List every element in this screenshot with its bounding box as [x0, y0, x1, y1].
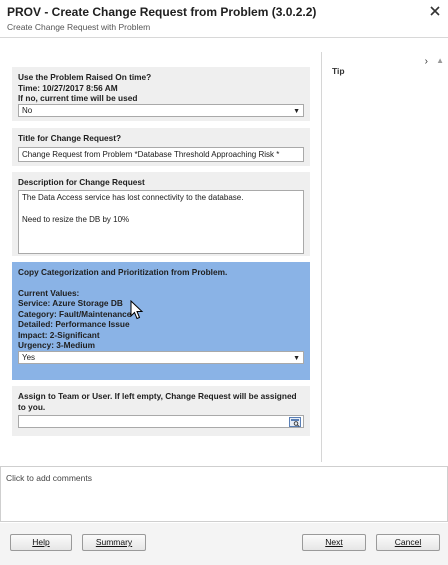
scroll-up-icon[interactable]: ▲ — [436, 56, 444, 65]
use-raised-time-select[interactable] — [18, 104, 304, 117]
summary-button[interactable]: Summary — [82, 534, 146, 551]
description-field-label: Description for Change Request — [18, 177, 145, 187]
urgency-value: Urgency: 3-Medium — [18, 340, 95, 350]
lookup-icon[interactable] — [289, 417, 301, 427]
title-bar — [0, 0, 448, 38]
dialog-title: PROV - Create Change Request from Problem (3.0.2.2) — [7, 5, 317, 19]
description-textarea[interactable] — [18, 190, 304, 254]
assign-lookup-input[interactable] — [18, 415, 304, 428]
title-section — [12, 128, 310, 166]
assign-label-line1: Assign to Team or User. If left empty, Change Request will be assigned — [18, 391, 297, 401]
comments-textarea[interactable]: Click to add comments — [0, 466, 448, 522]
description-section — [12, 172, 310, 256]
chevron-down-icon: ▼ — [293, 354, 300, 362]
title-input[interactable]: Change Request from Problem *Database Threshold Approaching Risk * — [18, 147, 304, 162]
time-value-label: Time: 10/27/2017 8:56 AM — [18, 82, 118, 93]
use-raised-time-value: No — [22, 105, 33, 115]
categorization-section — [12, 262, 310, 380]
assign-label-line2: to you. — [18, 401, 46, 412]
time-hint-label: If no, current time will be used — [18, 93, 138, 103]
footer-bar — [0, 523, 448, 565]
collapse-tip-icon[interactable]: › — [424, 56, 428, 67]
next-button[interactable]: Next — [302, 534, 366, 551]
impact-value: Impact: 2-Significant — [18, 329, 100, 340]
tip-label: Tip — [332, 66, 345, 76]
close-icon[interactable] — [428, 4, 442, 18]
detailed-value: Detailed: Performance Issue — [18, 319, 130, 329]
copy-categorization-select[interactable] — [18, 351, 304, 364]
assign-section — [12, 386, 310, 436]
current-values-label: Current Values: — [18, 287, 80, 298]
description-line: Need to resize the DB by 10% — [22, 214, 130, 224]
time-question-label: Use the Problem Raised On time? — [18, 72, 152, 82]
title-field-label: Title for Change Request? — [18, 133, 122, 143]
copy-categorization-value: Yes — [22, 352, 36, 362]
time-section — [12, 67, 310, 121]
categorization-label: Copy Categorization and Prioritization from Problem. — [18, 267, 228, 277]
dialog-subtitle: Create Change Request with Problem — [7, 22, 151, 32]
cancel-button[interactable]: Cancel — [376, 534, 440, 551]
tip-pane — [323, 52, 448, 462]
form-pane — [0, 52, 322, 462]
description-line: The Data Access service has lost connectivity to the database. — [22, 192, 244, 202]
help-button[interactable]: Help — [10, 534, 72, 551]
category-value: Category: Fault/Maintenance — [18, 308, 132, 319]
service-value: Service: Azure Storage DB — [18, 298, 123, 308]
chevron-down-icon: ▼ — [293, 107, 300, 115]
